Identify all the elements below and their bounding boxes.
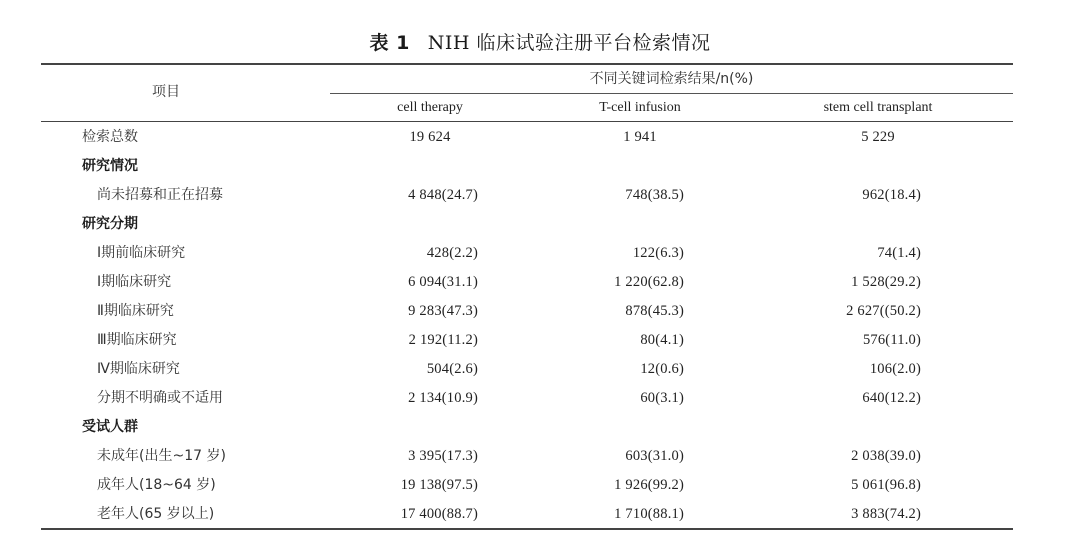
- cell-value: 576(11.0): [862, 332, 921, 348]
- cell-value: 1 710(88.1): [614, 506, 684, 522]
- cell-value: 748(38.5): [625, 187, 684, 203]
- cell-value: 2 134(10.9): [408, 390, 478, 406]
- cell-value: 60(3.1): [640, 390, 684, 406]
- row-label: 分期不明确或不适用: [97, 390, 223, 406]
- cell-value: 74(1.4): [877, 245, 921, 261]
- top-rule: [41, 63, 1013, 65]
- cell-value: 428(2.2): [426, 245, 478, 261]
- cell-value: 962(18.4): [862, 187, 921, 203]
- row-label: 成年人(18~64 岁): [97, 477, 216, 493]
- cell-value: 2 192(11.2): [408, 332, 478, 348]
- cell-value: 6 094(31.1): [408, 274, 478, 290]
- header-item-column: 项目: [152, 84, 180, 100]
- section-heading: 研究分期: [82, 216, 138, 232]
- header-group-label: 不同关键词检索结果/n(%): [589, 71, 754, 87]
- cell-value: 3 395(17.3): [408, 448, 478, 464]
- cell-value: 640(12.2): [862, 390, 921, 406]
- row-label: Ⅰ期前临床研究: [97, 245, 186, 261]
- row-label: Ⅲ期临床研究: [97, 332, 177, 348]
- row-label: Ⅳ期临床研究: [97, 361, 180, 377]
- cell-value: 80(4.1): [640, 332, 684, 348]
- cell-value: 106(2.0): [869, 361, 921, 377]
- bottom-rule: [41, 528, 1013, 530]
- cell-value: 17 400(88.7): [400, 506, 478, 522]
- table-caption: [0, 30, 1080, 56]
- table-number: 表 1: [369, 32, 410, 54]
- section-heading: 研究情况: [82, 158, 138, 174]
- cell-value: 3 883(74.2): [851, 506, 921, 522]
- row-label: 尚未招募和正在招募: [97, 187, 223, 203]
- row-label: Ⅰ期临床研究: [97, 274, 172, 290]
- row-label: 未成年(出生~17 岁): [97, 448, 226, 464]
- group-header-rule: [330, 93, 1013, 94]
- cell-value: 5 229: [861, 129, 895, 145]
- cell-value: 9 283(47.3): [408, 303, 478, 319]
- cell-value: 4 848(24.7): [408, 187, 478, 203]
- cell-value: 878(45.3): [625, 303, 684, 319]
- cell-value: 603(31.0): [625, 448, 684, 464]
- header-col-stem-cell-transplant: stem cell transplant: [823, 100, 933, 115]
- section-heading: 受试人群: [82, 419, 138, 435]
- cell-value: 19 624: [409, 129, 451, 145]
- cell-value: 1 926(99.2): [614, 477, 684, 493]
- cell-value: 19 138(97.5): [400, 477, 478, 493]
- row-label: 老年人(65 岁以上): [97, 506, 215, 522]
- row-label: 检索总数: [82, 129, 138, 145]
- cell-value: 504(2.6): [426, 361, 478, 377]
- header-col-cell-therapy: cell therapy: [397, 100, 463, 115]
- table-title: NIH 临床试验注册平台检索情况: [427, 32, 711, 54]
- cell-value: 2 627((50.2): [846, 303, 921, 319]
- cell-value: 1 220(62.8): [614, 274, 684, 290]
- header-bottom-rule: [41, 121, 1013, 122]
- cell-value: 122(6.3): [632, 245, 684, 261]
- cell-value: 5 061(96.8): [851, 477, 921, 493]
- cell-value: 1 941: [623, 129, 657, 145]
- row-label: Ⅱ期临床研究: [97, 303, 174, 319]
- header-col-t-cell-infusion: T-cell infusion: [599, 100, 681, 115]
- cell-value: 2 038(39.0): [851, 448, 921, 464]
- cell-value: 12(0.6): [640, 361, 684, 377]
- cell-value: 1 528(29.2): [851, 274, 921, 290]
